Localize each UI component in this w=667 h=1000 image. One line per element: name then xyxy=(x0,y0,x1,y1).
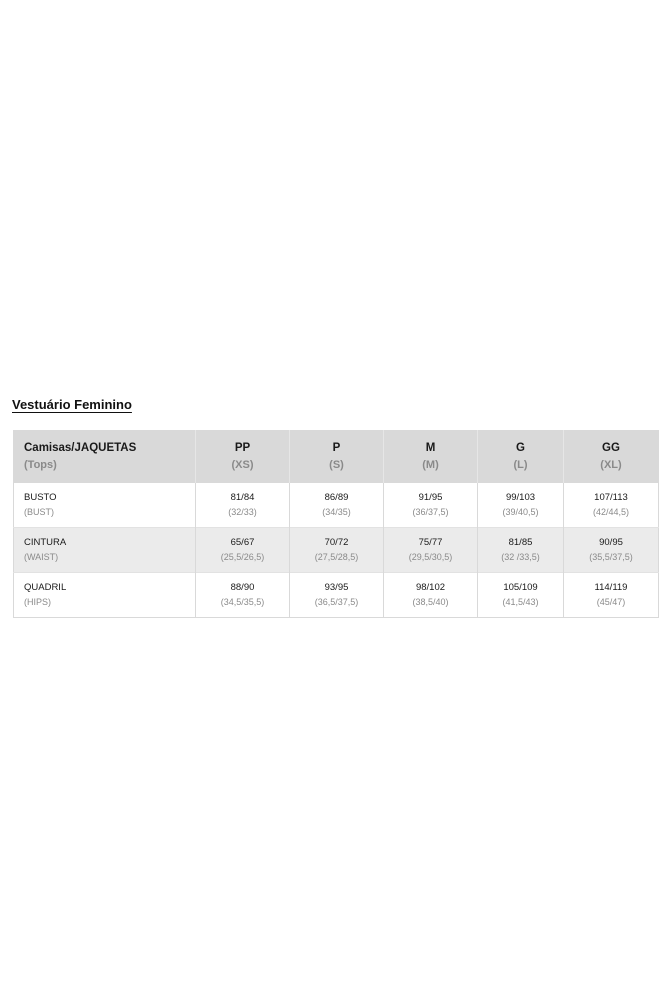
row-label: QUADRIL xyxy=(24,582,67,593)
table-cell xyxy=(564,573,659,618)
row-label-cell xyxy=(14,573,196,618)
table-cell xyxy=(290,483,384,528)
cell-value-in: (42/44,5) xyxy=(592,506,630,517)
table-cell xyxy=(478,483,564,528)
header-size-label: PP xyxy=(234,441,251,454)
cell-value-in: (36,5/37,5) xyxy=(314,597,359,607)
row-label: CINTURA xyxy=(24,537,67,548)
cell-value-in: (29,5/30,5) xyxy=(408,552,453,562)
cell-value-cm: 105/109 xyxy=(503,582,538,593)
table-cell xyxy=(564,483,659,528)
cell-value-cm: 99/103 xyxy=(505,491,536,503)
cell-value-in: (34,5/35,5) xyxy=(220,597,265,607)
header-size-sublabel: (M) xyxy=(422,458,439,471)
header-size-g xyxy=(478,431,564,483)
cell-value-cm: 81/85 xyxy=(508,537,533,548)
cell-value-cm: 65/67 xyxy=(230,537,255,548)
row-sublabel: (HIPS) xyxy=(24,597,51,607)
cell-value-in: (36/37,5) xyxy=(412,506,449,517)
header-size-label: G xyxy=(516,441,525,454)
header-size-sublabel: (XS) xyxy=(231,458,254,471)
table-cell xyxy=(290,528,384,573)
cell-value-cm: 86/89 xyxy=(324,491,349,503)
cell-value-cm: 70/72 xyxy=(324,537,349,548)
cell-value-in: (32/33) xyxy=(228,506,257,517)
size-chart-table xyxy=(13,430,659,618)
table-row-quadril xyxy=(14,573,659,618)
cell-value-in: (27,5/28,5) xyxy=(314,552,359,562)
row-sublabel: (WAIST) xyxy=(24,552,59,562)
table-cell xyxy=(478,528,564,573)
table-cell xyxy=(196,573,290,618)
row-label-cell xyxy=(14,528,196,573)
cell-value-cm: 81/84 xyxy=(230,491,255,503)
table-row-cintura xyxy=(14,528,659,573)
header-size-sublabel: (S) xyxy=(329,458,344,471)
header-size-sublabel: (XL) xyxy=(600,458,622,471)
header-size-p xyxy=(290,431,384,483)
table-cell xyxy=(290,573,384,618)
cell-value-cm: 90/95 xyxy=(599,537,623,548)
table-body xyxy=(14,483,659,618)
cell-value-in: (39/40,5) xyxy=(502,506,539,517)
table-cell xyxy=(384,483,478,528)
cell-value-cm: 75/77 xyxy=(418,537,443,548)
row-label-cell xyxy=(14,483,196,528)
header-size-pp xyxy=(196,431,290,483)
cell-value-cm: 88/90 xyxy=(230,582,255,593)
table-header xyxy=(14,431,659,483)
header-size-m xyxy=(384,431,478,483)
header-category-sublabel: (Tops) xyxy=(24,458,57,471)
header-row xyxy=(14,431,659,483)
row-sublabel: (BUST) xyxy=(24,506,54,517)
table-cell xyxy=(196,483,290,528)
cell-value-in: (25,5/26,5) xyxy=(220,552,265,562)
header-category-label: Camisas/JAQUETAS xyxy=(24,441,137,454)
page-title: Vestuário Feminino xyxy=(12,397,132,412)
header-size-sublabel: (L) xyxy=(513,458,528,471)
cell-value-in: (45/47) xyxy=(596,597,626,607)
cell-value-cm: 91/95 xyxy=(418,491,443,503)
cell-value-in: (41,5/43) xyxy=(502,597,539,607)
table-cell xyxy=(196,528,290,573)
header-size-label: P xyxy=(332,441,341,454)
cell-value-cm: 98/102 xyxy=(415,582,446,593)
header-size-gg xyxy=(564,431,659,483)
cell-value-in: (34/35) xyxy=(322,506,351,517)
cell-value-cm: 107/113 xyxy=(594,491,628,503)
cell-value-cm: 114/119 xyxy=(594,582,628,593)
row-label: BUSTO xyxy=(24,491,57,503)
cell-value-in: (35,5/37,5) xyxy=(589,552,633,562)
table-cell xyxy=(478,573,564,618)
table-cell xyxy=(564,528,659,573)
cell-value-cm: 93/95 xyxy=(324,582,349,593)
table-cell xyxy=(384,573,478,618)
table-cell xyxy=(384,528,478,573)
header-size-label: GG xyxy=(602,441,620,454)
cell-value-in: (38,5/40) xyxy=(412,597,449,607)
header-category xyxy=(14,431,196,483)
cell-value-in: (32 /33,5) xyxy=(501,552,540,562)
header-size-label: M xyxy=(425,441,436,454)
table-row-busto xyxy=(14,483,659,528)
